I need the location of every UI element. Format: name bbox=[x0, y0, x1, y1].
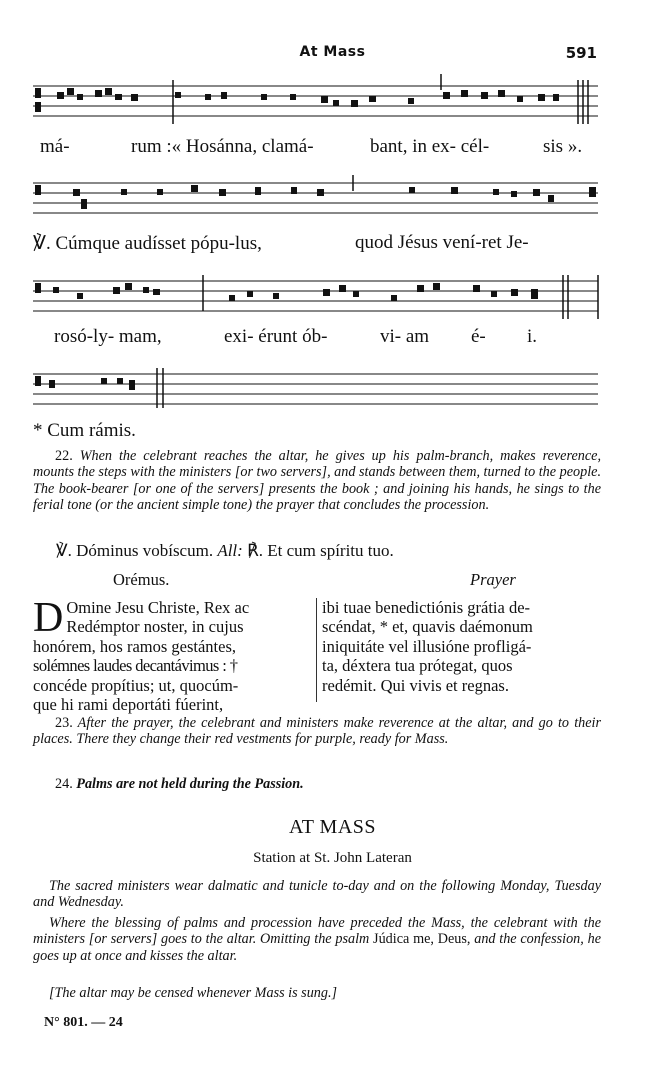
running-header-title: At Mass bbox=[299, 44, 366, 60]
rubric-paragraph-24 bbox=[33, 776, 601, 792]
rubric-number: 24. bbox=[55, 776, 73, 792]
response: ℟. Et cum spíritu tuo. bbox=[247, 541, 394, 560]
prayer-line: ibi tuae benedictiónis grátia de- bbox=[322, 598, 531, 617]
rubric-text: After the prayer, the celebrant and ministers make reverence at the altar, and go to their places. There they change their red vestments for purple, ready for Mass. bbox=[33, 715, 601, 748]
lyric-syllable: bant, in ex- cél- bbox=[370, 136, 490, 157]
prayer-line: solémnes laudes decantávimus : † bbox=[33, 656, 238, 676]
rubric-text: Where the blessing of palms and procession have preceded the Mass, the celebrant with the ministers [or servers] goes to the altar. Omitting the psalm bbox=[33, 915, 601, 948]
page-number: 591 bbox=[565, 44, 597, 62]
prayer-label: Prayer bbox=[470, 570, 516, 589]
lyric-syllable: exi- érunt ób- bbox=[224, 326, 328, 347]
neume-staff-3 bbox=[33, 275, 598, 319]
section-title: AT MASS bbox=[288, 816, 377, 838]
prayer-line: honórem, hos ramos gestántes, bbox=[33, 636, 237, 656]
versicle-line bbox=[56, 541, 394, 561]
rubric-text: and the confession, he goes up at once and kisses the altar. bbox=[33, 931, 601, 964]
column-divider bbox=[316, 598, 317, 702]
station-line: Station at St. John Lateran bbox=[253, 850, 412, 866]
drop-cap: D bbox=[33, 595, 64, 641]
lyric-syllable: rosó-ly- mam, bbox=[54, 326, 162, 347]
prayer-line: Omine Jesu Christe, Rex ac bbox=[66, 598, 250, 617]
rubric-cue: * Cum rámis. bbox=[33, 420, 136, 441]
neume-staff-2 bbox=[33, 177, 598, 221]
lyric-syllable: sis ». bbox=[543, 136, 583, 157]
lyric-syllable: quod Jésus vení-ret Je- bbox=[355, 232, 529, 253]
lyric-syllable: ℣. Cúmque audísset pópu-lus, bbox=[33, 233, 262, 254]
oremus-heading: Orémus. bbox=[113, 570, 170, 589]
rubric-paragraph-22 bbox=[33, 448, 601, 513]
prayer-line: Redémptor noster, in cujus bbox=[66, 617, 244, 637]
lyric-syllable: é- bbox=[471, 326, 486, 347]
versicle-all-label: All: bbox=[217, 541, 243, 560]
mass-rubric-paragraph: The sacred ministers wear dalmatic and tunicle to-day and on the following Monday, Tuesday and Wednesday. bbox=[33, 878, 601, 911]
rubric-text: Palms are not held during the Passion. bbox=[76, 776, 304, 792]
lyric-syllable: má- bbox=[40, 136, 70, 157]
prayer-left-column bbox=[33, 595, 313, 715]
prayer-line: redémit. Qui vivis et regnas. bbox=[322, 675, 509, 695]
music-staff bbox=[33, 368, 598, 412]
prayer-line: que hi rami deportáti fúerint, bbox=[33, 695, 224, 715]
rubric-number: 22. bbox=[55, 448, 73, 464]
music-staff bbox=[33, 177, 598, 221]
rubric-number: 23. bbox=[55, 715, 73, 731]
neume-staff-4 bbox=[33, 368, 598, 412]
prayer-line: iniquitáte vel illusióne profligá- bbox=[322, 636, 532, 656]
lyric-syllable: vi- am bbox=[380, 326, 430, 347]
rubric-paragraph-23 bbox=[33, 715, 601, 748]
music-staff bbox=[33, 80, 598, 124]
printer-signature: N° 801. — 24 bbox=[44, 1015, 123, 1030]
prayer-line: concéde propítius; ut, quocúm- bbox=[33, 675, 239, 695]
psalm-incipit: Júdica me, Deus, bbox=[373, 931, 471, 948]
prayer-right-column bbox=[322, 598, 600, 695]
music-staff bbox=[33, 275, 598, 319]
rubric-text: When the celebrant reaches the altar, he gives up his palm-branch, makes reverence, mounts the steps with the ministers [or two servers], and stands between them, turned to the people. The book-bearer [or one of the servers] presents the book ; and joining his hands, he sings to the ferial tone (or the ancient simple tone) the prayer that concludes the procession. bbox=[33, 448, 601, 513]
lyric-syllable: rum :« Hosánna, clamá- bbox=[131, 136, 314, 157]
neume-staff-1 bbox=[33, 80, 598, 124]
mass-rubric-paragraph: [The altar may be censed whenever Mass is sung.] bbox=[49, 985, 338, 1001]
lyric-syllable: i. bbox=[527, 326, 538, 347]
versicle: ℣. Dóminus vobíscum. bbox=[56, 541, 214, 560]
mass-rubric-paragraph bbox=[33, 915, 601, 964]
prayer-line: scéndat, * et, quavis daémonum bbox=[322, 617, 533, 637]
prayer-line: ta, déxtera tua prótegat, quos bbox=[322, 656, 513, 676]
